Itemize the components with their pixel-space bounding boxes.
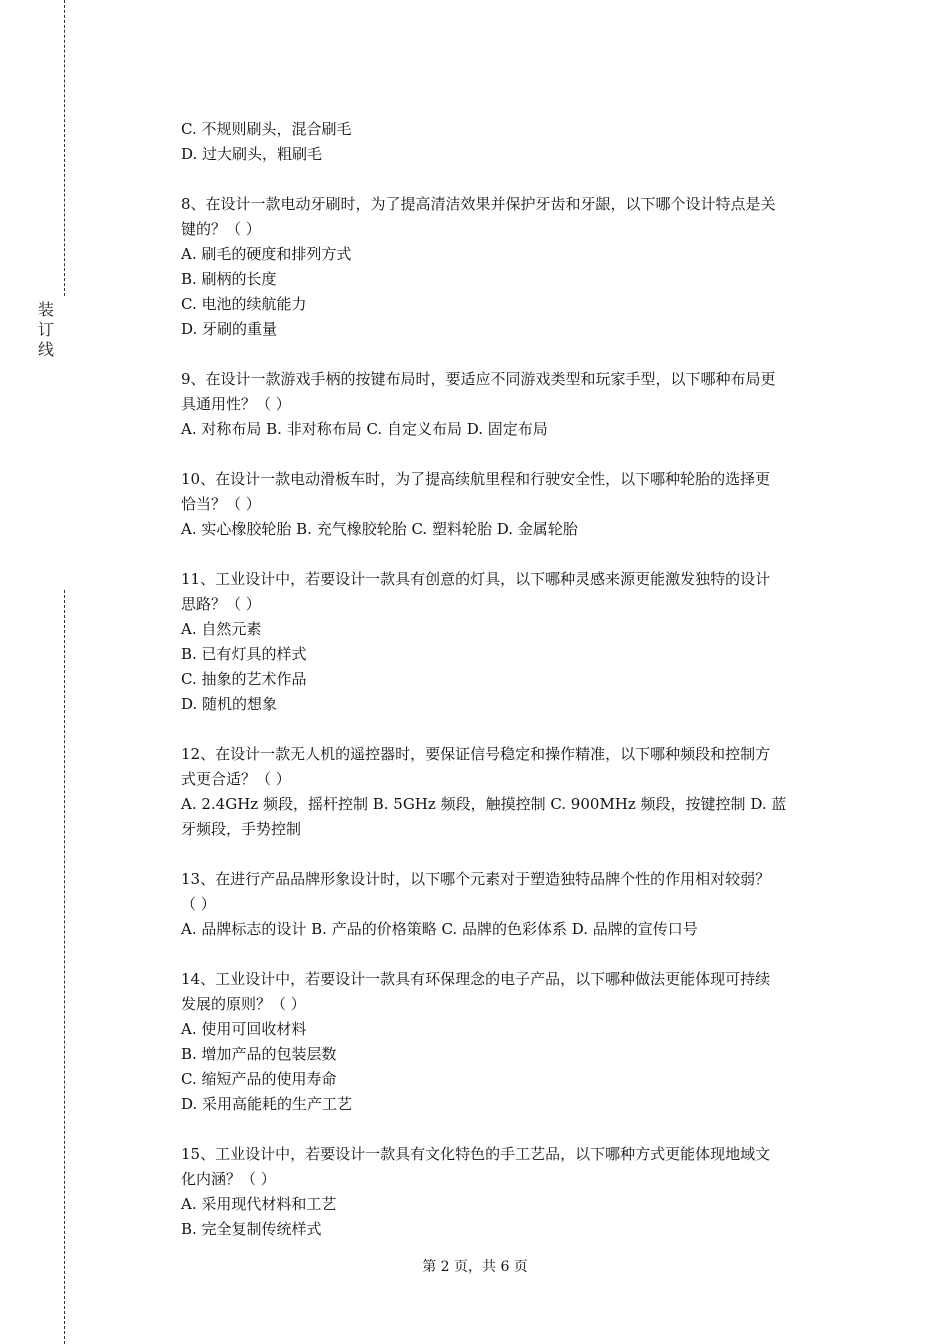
question-block-10	[181, 467, 841, 542]
question-block-13	[181, 867, 841, 942]
question-stem: 化内涵？（ ）	[181, 1170, 276, 1188]
option-line: A. 对称布局 B. 非对称布局 C. 自定义布局 D. 固定布局	[181, 420, 548, 438]
option-line: 牙频段，手势控制	[181, 820, 302, 838]
question-stem: 键的？（ ）	[181, 220, 261, 238]
option-line: D. 采用高能耗的生产工艺	[181, 1095, 353, 1113]
question-stem: 13、在进行产品品牌形象设计时，以下哪个元素对于塑造独特品牌个性的作用相对较弱？	[181, 870, 771, 888]
question-stem: 思路？（ ）	[181, 595, 261, 613]
binding-dashed-line-bottom	[64, 590, 65, 1344]
option-line: B. 完全复制传统样式	[181, 1220, 322, 1238]
question-block-14	[181, 967, 841, 1117]
binding-dashed-line-top	[64, 0, 65, 296]
question-block-8	[181, 192, 841, 342]
question-stem: 具通用性？（ ）	[181, 395, 291, 413]
option-line: A. 实心橡胶轮胎 B. 充气橡胶轮胎 C. 塑料轮胎 D. 金属轮胎	[181, 520, 578, 538]
option-line: C. 电池的续航能力	[181, 295, 307, 313]
question-block-12	[181, 742, 841, 842]
question-stem: 恰当？（ ）	[181, 495, 261, 513]
option-line: A. 品牌标志的设计 B. 产品的价格策略 C. 品牌的色彩体系 D. 品牌的宣传口号	[181, 920, 698, 938]
question-block-7-tail	[181, 117, 841, 167]
question-stem: 9、在设计一款游戏手柄的按键布局时，要适应不同游戏类型和玩家手型，以下哪种布局更	[181, 370, 776, 388]
binding-char: 装	[37, 300, 54, 319]
question-block-11	[181, 567, 841, 717]
option-line: A. 采用现代材料和工艺	[181, 1195, 337, 1213]
option-line: D. 过大刷头，粗刷毛	[181, 145, 323, 163]
question-stem: 8、在设计一款电动牙刷时，为了提高清洁效果并保护牙齿和牙龈，以下哪个设计特点是关	[181, 195, 776, 213]
page-number-footer: 第 2 页，共 6 页	[422, 1259, 528, 1275]
option-line: D. 随机的想象	[181, 695, 278, 713]
question-stem: 15、工业设计中，若要设计一款具有文化特色的手工艺品，以下哪种方式更能体现地域文	[181, 1145, 771, 1163]
question-stem: 10、在设计一款电动滑板车时，为了提高续航里程和行驶安全性，以下哪种轮胎的选择更	[181, 470, 771, 488]
option-line: C. 缩短产品的使用寿命	[181, 1070, 337, 1088]
option-line: D. 牙刷的重量	[181, 320, 278, 338]
question-stem: 14、工业设计中，若要设计一款具有环保理念的电子产品，以下哪种做法更能体现可持续	[181, 970, 771, 988]
question-stem: （ ）	[181, 895, 216, 913]
option-line: A. 自然元素	[181, 620, 262, 638]
option-line: B. 已有灯具的样式	[181, 645, 307, 663]
question-stem: 12、在设计一款无人机的遥控器时，要保证信号稳定和操作精准，以下哪种频段和控制方	[181, 745, 771, 763]
binding-char: 订	[37, 320, 54, 339]
binding-line-label	[36, 300, 56, 360]
option-line: B. 刷柄的长度	[181, 270, 277, 288]
question-block-15	[181, 1142, 841, 1242]
question-block-9	[181, 367, 841, 442]
binding-char: 线	[37, 340, 54, 359]
option-line: A. 使用可回收材料	[181, 1020, 307, 1038]
option-line: C. 不规则刷头，混合刷毛	[181, 120, 352, 138]
option-line: B. 增加产品的包装层数	[181, 1045, 337, 1063]
question-list	[181, 117, 841, 1242]
question-stem: 式更合适？（ ）	[181, 770, 291, 788]
option-line: C. 抽象的艺术作品	[181, 670, 307, 688]
option-line: A. 2.4GHz 频段，摇杆控制 B. 5GHz 频段，触摸控制 C. 900MHz 频段，按键控制 D. 蓝	[181, 795, 787, 813]
option-line: A. 刷毛的硬度和排列方式	[181, 245, 352, 263]
question-stem: 11、工业设计中，若要设计一款具有创意的灯具，以下哪种灵感来源更能激发独特的设计	[181, 570, 771, 588]
question-stem: 发展的原则？（ ）	[181, 995, 306, 1013]
